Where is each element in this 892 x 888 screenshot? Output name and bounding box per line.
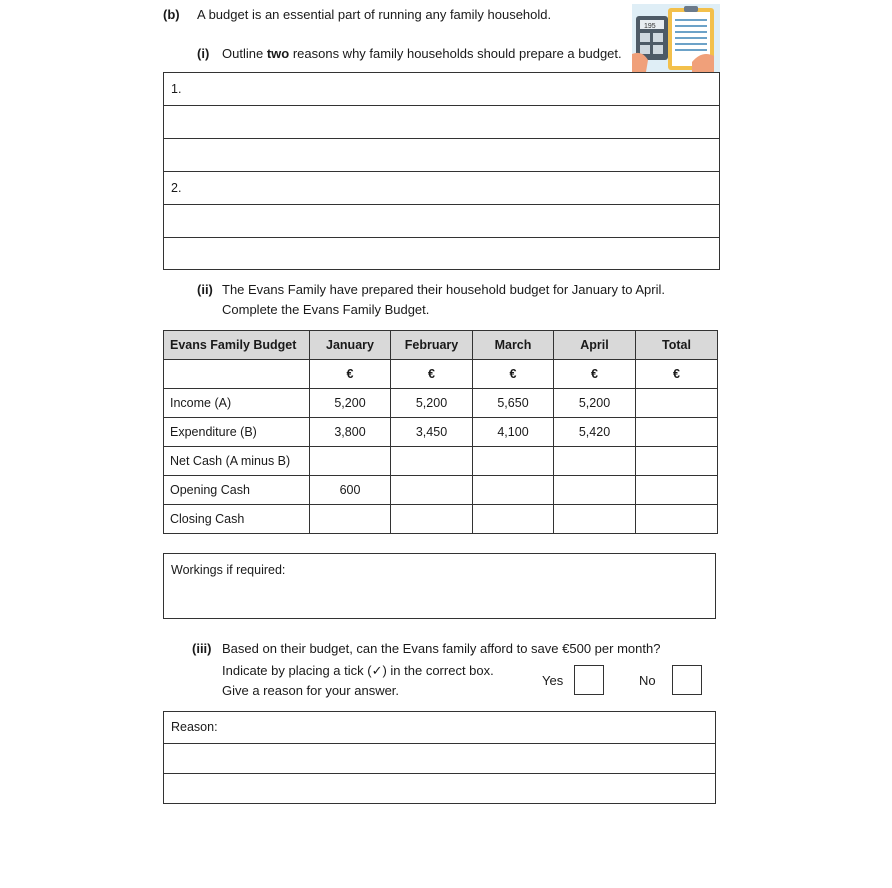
currency-cell: € xyxy=(473,360,554,389)
part-ii-label: (ii) xyxy=(197,282,213,297)
table-cell[interactable] xyxy=(636,476,718,505)
answer-line-2[interactable] xyxy=(163,171,720,205)
table-cell[interactable] xyxy=(636,418,718,447)
table-cell[interactable] xyxy=(391,505,473,534)
part-i-question: Outline two reasons why family households should prepare a budget. xyxy=(222,46,622,61)
table-cell[interactable] xyxy=(473,476,554,505)
table-row xyxy=(164,418,718,447)
workings-box[interactable] xyxy=(163,553,716,619)
table-cell xyxy=(164,360,310,389)
no-checkbox[interactable] xyxy=(672,665,702,695)
table-header-row xyxy=(164,331,718,360)
table-cell: 5,200 xyxy=(391,389,473,418)
no-label: No xyxy=(639,673,656,688)
table-cell[interactable] xyxy=(391,476,473,505)
evans-family-budget-table xyxy=(163,330,718,534)
table-cell: 5,200 xyxy=(554,389,636,418)
row-label: Opening Cash xyxy=(164,476,310,505)
table-cell[interactable] xyxy=(636,389,718,418)
table-cell[interactable] xyxy=(310,447,391,476)
budget-clipboard-calculator-icon xyxy=(632,4,720,72)
part-i-label: (i) xyxy=(197,46,210,61)
reason-line[interactable] xyxy=(163,743,716,774)
table-cell[interactable] xyxy=(391,447,473,476)
part-b-text: A budget is an essential part of running any family household. xyxy=(197,7,552,22)
table-header: Evans Family Budget xyxy=(164,331,310,360)
reason-line[interactable] xyxy=(163,773,716,804)
part-ii-line1: The Evans Family have prepared their household budget for January to April. xyxy=(222,282,665,297)
answer-number-1: 1. xyxy=(171,82,182,96)
answer-line[interactable] xyxy=(163,138,720,172)
table-cell: 3,450 xyxy=(391,418,473,447)
table-cell[interactable] xyxy=(310,505,391,534)
answer-number-2: 2. xyxy=(171,181,182,195)
calculator-display: 195 xyxy=(644,23,656,30)
table-header: March xyxy=(473,331,554,360)
answer-line-1[interactable] xyxy=(163,72,720,106)
table-cell: 5,420 xyxy=(554,418,636,447)
currency-row xyxy=(164,360,718,389)
table-cell[interactable] xyxy=(473,505,554,534)
yes-checkbox[interactable] xyxy=(574,665,604,695)
table-row xyxy=(164,476,718,505)
table-cell: 600 xyxy=(310,476,391,505)
currency-cell: € xyxy=(554,360,636,389)
part-iii-label: (iii) xyxy=(192,641,212,656)
row-label: Net Cash (A minus B) xyxy=(164,447,310,476)
row-label: Income (A) xyxy=(164,389,310,418)
table-row xyxy=(164,505,718,534)
part-iii-line3: Give a reason for your answer. xyxy=(222,683,400,698)
table-cell: 5,200 xyxy=(310,389,391,418)
table-row xyxy=(164,389,718,418)
part-b-label: (b) xyxy=(163,7,180,22)
currency-cell: € xyxy=(636,360,718,389)
row-label: Closing Cash xyxy=(164,505,310,534)
part-iii-line2: Indicate by placing a tick (✓) in the correct box. xyxy=(222,663,494,678)
workings-label: Workings if required: xyxy=(171,563,286,577)
table-cell: 5,650 xyxy=(473,389,554,418)
answer-line[interactable] xyxy=(163,237,720,270)
table-row xyxy=(164,447,718,476)
yes-label: Yes xyxy=(542,673,564,688)
answer-line[interactable] xyxy=(163,204,720,238)
part-iii-line1: Based on their budget, can the Evans family afford to save €500 per month? xyxy=(222,641,661,656)
table-cell: 3,800 xyxy=(310,418,391,447)
reason-line-1[interactable] xyxy=(163,711,716,744)
table-cell[interactable] xyxy=(554,505,636,534)
table-header: April xyxy=(554,331,636,360)
table-cell: 4,100 xyxy=(473,418,554,447)
currency-cell: € xyxy=(310,360,391,389)
table-cell[interactable] xyxy=(473,447,554,476)
currency-cell: € xyxy=(391,360,473,389)
table-header: February xyxy=(391,331,473,360)
answer-line[interactable] xyxy=(163,105,720,139)
table-cell[interactable] xyxy=(554,476,636,505)
table-cell[interactable] xyxy=(554,447,636,476)
row-label: Expenditure (B) xyxy=(164,418,310,447)
table-header: Total xyxy=(636,331,718,360)
table-header: January xyxy=(310,331,391,360)
table-cell[interactable] xyxy=(636,447,718,476)
part-ii-line2: Complete the Evans Family Budget. xyxy=(222,302,430,317)
reason-label: Reason: xyxy=(171,720,218,734)
table-cell[interactable] xyxy=(636,505,718,534)
